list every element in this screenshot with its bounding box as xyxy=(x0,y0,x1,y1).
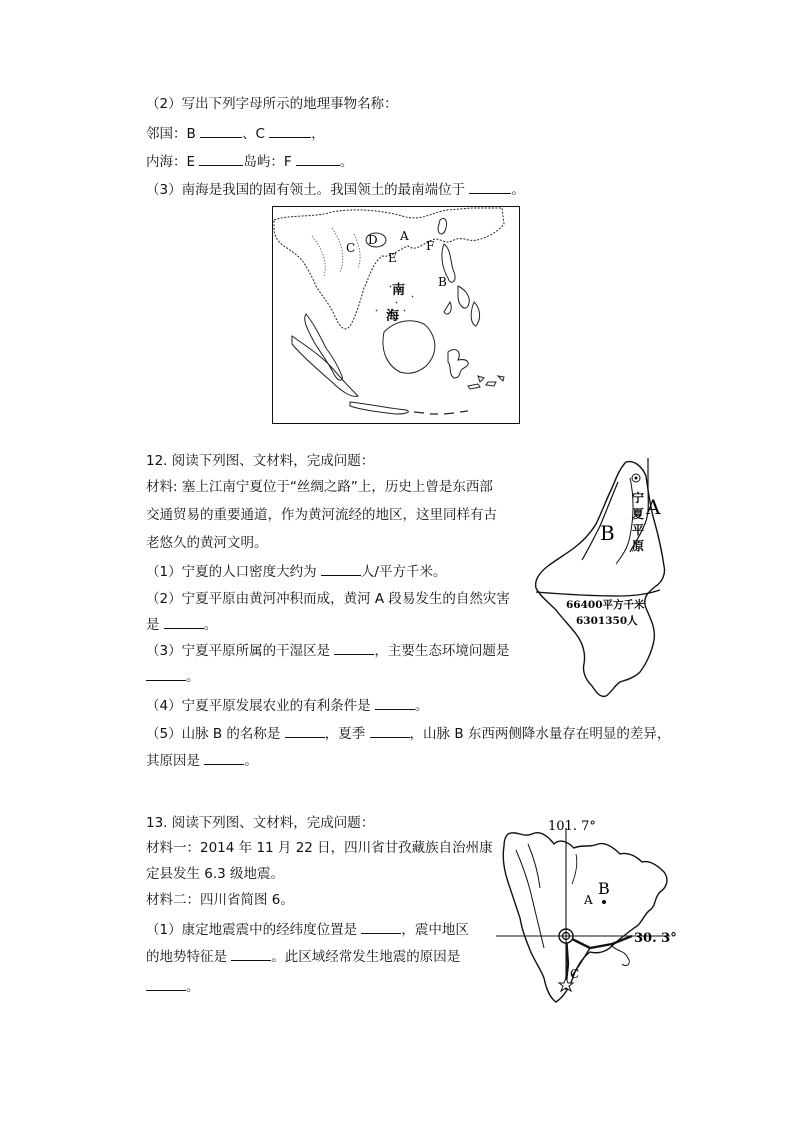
plain-char-2: 夏 xyxy=(632,507,645,521)
q13-q1-text: （1）康定地震震中的经纬度位置是 xyxy=(146,922,362,938)
q12-question3-line2 xyxy=(146,666,200,687)
inland-prefix: 内海：E xyxy=(146,154,200,170)
q13-q1-end: 。 xyxy=(186,979,200,995)
q5-c: ，山脉 B 东西两侧降水量存在明显的差异， xyxy=(409,726,671,742)
q13-material2: 材料二：四川省简图 6。 xyxy=(146,892,294,908)
answer-blank-b[interactable] xyxy=(200,123,242,138)
part3-end: 。 xyxy=(511,182,525,198)
plain-char-1: 宁 xyxy=(632,491,645,505)
q12-question2-line1: （2）宁夏平原由黄河冲积而成，黄河 A 段易发生的自然灾害 xyxy=(146,591,510,607)
map-label-nan: 南 xyxy=(392,283,406,298)
q5-a: （5）山脉 B 的名称是 xyxy=(146,726,285,742)
inland-mid: 岛屿：F xyxy=(243,154,296,170)
q13-material1-line2: 定县发生 6.3 级地震。 xyxy=(146,866,285,882)
q1-end: 人/平方千米。 xyxy=(360,564,447,580)
answer-blank-c[interactable] xyxy=(269,123,311,138)
q11-part3-line xyxy=(146,179,525,200)
q5-l2: 其原因是 xyxy=(146,753,205,769)
ningxia-map xyxy=(530,456,680,702)
answer-blank-e[interactable] xyxy=(199,151,243,166)
q13-title: 13. 阅读下列图、文材料，完成问题： xyxy=(146,815,375,831)
neighbors-prefix: 邻国：B xyxy=(146,126,201,142)
q12-question4 xyxy=(146,695,428,716)
q3-end: 。 xyxy=(186,669,200,685)
map-label-a: A xyxy=(400,229,409,243)
q11-part2-title: （2）写出下列字母所示的地理事物名称： xyxy=(146,96,398,112)
map-label-e: E xyxy=(388,251,397,265)
q12-question3-line1 xyxy=(146,640,509,661)
q13-q1-l2b: 。此区域经常发生地震的原因是 xyxy=(271,949,461,965)
neighbors-end: ， xyxy=(311,126,325,142)
q13-q1-l2a: 的地势特征是 xyxy=(146,949,232,965)
q13-question1-line2 xyxy=(146,946,460,967)
answer-blank-terrain[interactable] xyxy=(231,946,271,961)
q11-neighbors-line xyxy=(146,123,325,144)
q12-question5-line1 xyxy=(146,723,670,744)
answer-blank-density[interactable] xyxy=(321,561,361,576)
q3-mid: ，主要生态环境问题是 xyxy=(374,643,510,659)
q12-question2-line2 xyxy=(146,614,217,635)
map-label-f: F xyxy=(426,239,435,253)
ningxia-population-label: 6301350人 xyxy=(576,615,638,627)
inland-end: 。 xyxy=(339,154,354,170)
sichuan-latitude-label: 30. 3° xyxy=(634,931,677,946)
answer-blank-humidity-zone[interactable] xyxy=(334,640,374,655)
q13-q1-mid: ，震中地区 xyxy=(401,922,469,938)
answer-blank-southmost[interactable] xyxy=(469,179,511,194)
q12-question5-line2 xyxy=(146,750,258,771)
q5-end: 。 xyxy=(244,753,258,769)
answer-blank-earthquake-cause[interactable] xyxy=(146,976,186,991)
part3-text: （3）南海是我国的固有领土。我国领土的最南端位于 xyxy=(146,182,470,198)
q12-material-line2: 交通贸易的重要通道，作为黄河流经的地区，这里同样有古 xyxy=(146,507,497,523)
answer-blank-eco-problem[interactable] xyxy=(146,666,186,681)
q2-end: 。 xyxy=(203,617,218,633)
map-label-b: B xyxy=(438,275,447,289)
answer-blank-f[interactable] xyxy=(296,151,340,166)
q12-question1 xyxy=(146,561,446,582)
q13-material1-line1: 材料一：2014 年 11 月 22 日，四川省甘孜藏族自治州康 xyxy=(146,840,493,856)
q11-inland-line xyxy=(146,151,353,172)
q12-material-line1: 材料: 塞上江南宁夏位于“丝绸之路”上，历史上曾是东西部 xyxy=(146,479,493,495)
plain-char-3: 平 xyxy=(632,523,645,537)
ningxia-area-label: 66400平方千米 xyxy=(566,599,645,611)
sichuan-longitude-label: 101. 7° xyxy=(548,819,596,834)
q1-text: （1）宁夏的人口密度大约为 xyxy=(146,564,321,580)
ningxia-label-a: A xyxy=(646,495,661,519)
q12-material-line3: 老悠久的黄河文明。 xyxy=(146,535,268,551)
answer-blank-coordinates[interactable] xyxy=(361,919,401,934)
sichuan-label-b: B xyxy=(598,879,610,898)
map-label-hai: 海 xyxy=(386,309,400,324)
q13-question1-line3 xyxy=(146,976,200,997)
q13-question1-line1 xyxy=(146,919,469,940)
answer-blank-conditions[interactable] xyxy=(375,695,415,710)
q5-b: ，夏季 xyxy=(324,726,370,742)
q4-end: 。 xyxy=(414,698,429,714)
answer-blank-mountain-name[interactable] xyxy=(285,723,325,738)
south-china-sea-map xyxy=(272,206,520,424)
q12-title: 12. 阅读下列图、文材料，完成问题： xyxy=(146,453,375,469)
sichuan-label-c: C xyxy=(570,967,580,981)
map-label-c: C xyxy=(346,241,356,255)
plain-char-4: 原 xyxy=(632,539,645,553)
q3-text: （3）宁夏平原所属的干湿区是 xyxy=(146,643,335,659)
q2-l2-text: 是 xyxy=(146,617,164,633)
answer-blank-disaster[interactable] xyxy=(164,614,204,629)
q4-text: （4）宁夏平原发展农业的有利条件是 xyxy=(146,698,375,714)
sichuan-label-a: A xyxy=(584,893,593,907)
neighbors-mid: 、C xyxy=(242,126,270,142)
ningxia-label-b: B xyxy=(600,521,615,545)
map-label-d: D xyxy=(368,233,378,247)
answer-blank-summer[interactable] xyxy=(370,723,410,738)
sichuan-map xyxy=(494,814,684,1010)
answer-blank-reason[interactable] xyxy=(204,750,244,765)
